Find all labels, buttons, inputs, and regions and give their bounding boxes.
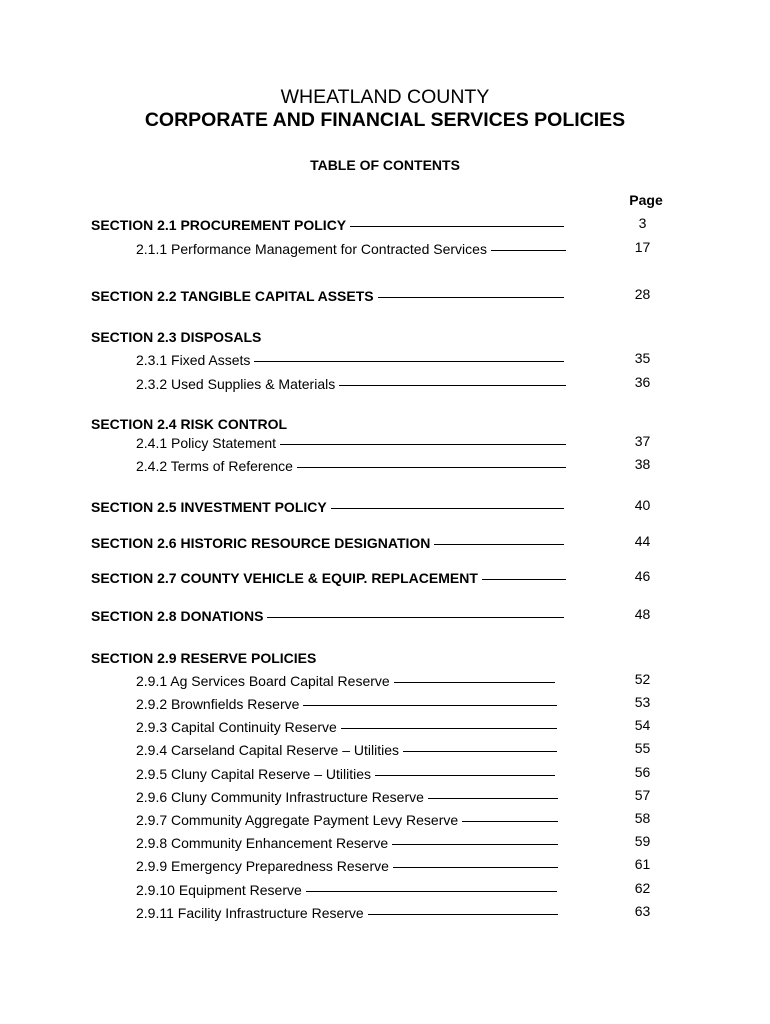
toc-page-number: 53 [634, 694, 651, 710]
toc-entry-2-1-1 [136, 237, 568, 257]
dot-leader [434, 544, 564, 545]
page-column-heading: Page [629, 192, 663, 208]
document-title: CORPORATE AND FINANCIAL SERVICES POLICIES [144, 109, 626, 131]
dot-leader [403, 751, 557, 752]
dot-leader [428, 798, 558, 799]
toc-page-number: 62 [634, 880, 651, 896]
toc-page-number: 37 [634, 433, 651, 449]
toc-entry-section-2-7 [91, 566, 568, 586]
toc-entry-2-9-7 [136, 808, 560, 828]
toc-entry-2-9-1 [136, 669, 557, 689]
toc-entry-section-2-2 [91, 284, 566, 304]
toc-entry-label: 2.9.11 Facility Infrastructure Reserve [136, 905, 364, 921]
toc-entry-label: SECTION 2.4 RISK CONTROL [91, 416, 288, 432]
dot-leader [462, 821, 558, 822]
toc-page-number: 40 [634, 497, 651, 513]
toc-entry-section-2-6 [91, 531, 566, 551]
toc-entry-section-2-9 [91, 646, 566, 666]
toc-entry-2-9-11 [136, 901, 560, 921]
dot-leader [394, 682, 555, 683]
toc-page-number: 58 [634, 810, 651, 826]
toc-entry-2-9-5 [136, 762, 557, 782]
dot-leader [393, 867, 558, 868]
toc-entry-section-2-3 [91, 325, 566, 345]
toc-page-number: 56 [634, 764, 651, 780]
toc-entry-section-2-4 [91, 412, 566, 432]
dot-leader [306, 891, 557, 892]
toc-entry-label: 2.3.1 Fixed Assets [136, 352, 251, 368]
toc-entry-label: SECTION 2.1 PROCUREMENT POLICY [91, 217, 347, 233]
toc-entry-label: 2.4.2 Terms of Reference [136, 458, 293, 474]
dot-leader [297, 467, 566, 468]
toc-page-number: 44 [634, 533, 651, 549]
toc-entry-label: 2.9.8 Community Enhancement Reserve [136, 835, 389, 851]
toc-entry-2-9-9 [136, 854, 560, 874]
toc-entry-2-9-4 [136, 738, 559, 758]
toc-page-number: 28 [634, 286, 651, 302]
dot-leader [303, 705, 557, 706]
dot-leader [339, 385, 566, 386]
toc-entry-2-3-2 [136, 372, 568, 392]
toc-entry-label: 2.9.3 Capital Continuity Reserve [136, 719, 337, 735]
toc-entry-label: 2.9.10 Equipment Reserve [136, 882, 302, 898]
dot-leader [378, 297, 564, 298]
toc-page-number: 63 [634, 903, 651, 919]
toc-page-number: 35 [634, 350, 651, 366]
toc-entry-2-9-2 [136, 692, 559, 712]
dot-leader [341, 728, 557, 729]
toc-page-number: 59 [634, 833, 651, 849]
dot-leader [280, 444, 566, 445]
toc-entry-label: SECTION 2.5 INVESTMENT POLICY [91, 499, 327, 515]
toc-entry-2-3-1 [136, 348, 566, 368]
toc-entry-label: 2.9.5 Cluny Capital Reserve – Utilities [136, 766, 371, 782]
toc-entry-label: 2.9.6 Cluny Community Infrastructure Reserve [136, 789, 424, 805]
dot-leader [368, 914, 558, 915]
toc-entry-label: 2.9.7 Community Aggregate Payment Levy Reserve [136, 812, 459, 828]
toc-entry-label: 2.9.1 Ag Services Board Capital Reserve [136, 673, 390, 689]
toc-page-number: 3 [638, 215, 647, 231]
toc-entry-2-9-3 [136, 715, 559, 735]
toc-page-number: 57 [634, 787, 651, 803]
toc-heading: TABLE OF CONTENTS [310, 157, 460, 173]
toc-entry-2-9-8 [136, 831, 560, 851]
dot-leader [482, 579, 566, 580]
dot-leader [331, 508, 564, 509]
toc-entry-label: SECTION 2.2 TANGIBLE CAPITAL ASSETS [91, 288, 374, 304]
toc-entry-2-9-10 [136, 878, 559, 898]
toc-entry-label: 2.3.2 Used Supplies & Materials [136, 376, 336, 392]
toc-entry-label: SECTION 2.3 DISPOSALS [91, 329, 262, 345]
toc-page-number: 54 [634, 717, 651, 733]
toc-page-number: 48 [634, 606, 651, 622]
dot-leader [375, 775, 555, 776]
toc-entry-2-4-1 [136, 431, 568, 451]
dot-leader [350, 226, 564, 227]
toc-entry-label: 2.4.1 Policy Statement [136, 435, 277, 451]
toc-page-number: 52 [634, 671, 651, 687]
toc-entry-label: 2.9.9 Emergency Preparedness Reserve [136, 858, 389, 874]
dot-leader [491, 250, 566, 251]
toc-page-number: 61 [634, 856, 651, 872]
toc-page-number: 46 [634, 568, 651, 584]
toc-entry-2-9-6 [136, 785, 560, 805]
toc-page-number: 38 [634, 456, 651, 472]
toc-entry-label: SECTION 2.8 DONATIONS [91, 608, 264, 624]
county-name: WHEATLAND COUNTY [280, 86, 490, 108]
toc-entry-label: SECTION 2.9 RESERVE POLICIES [91, 650, 317, 666]
toc-page-number: 55 [634, 740, 651, 756]
toc-entry-section-2-5 [91, 495, 566, 515]
toc-entry-section-2-8 [91, 604, 566, 624]
toc-page-number: 36 [634, 374, 651, 390]
toc-page-number: 17 [634, 239, 651, 255]
dot-leader [254, 361, 564, 362]
toc-entry-label: SECTION 2.7 COUNTY VEHICLE & EQUIP. REPLACEMENT [91, 570, 478, 586]
toc-entry-2-4-2 [136, 454, 568, 474]
dot-leader [267, 617, 564, 618]
toc-entry-label: 2.9.4 Carseland Capital Reserve – Utilities [136, 742, 400, 758]
toc-entry-label: 2.9.2 Brownfields Reserve [136, 696, 300, 712]
toc-entry-section-2-1 [91, 213, 566, 233]
toc-entry-label: SECTION 2.6 HISTORIC RESOURCE DESIGNATION [91, 535, 431, 551]
toc-entry-label: 2.1.1 Performance Management for Contracted Services [136, 241, 487, 257]
dot-leader [392, 844, 558, 845]
